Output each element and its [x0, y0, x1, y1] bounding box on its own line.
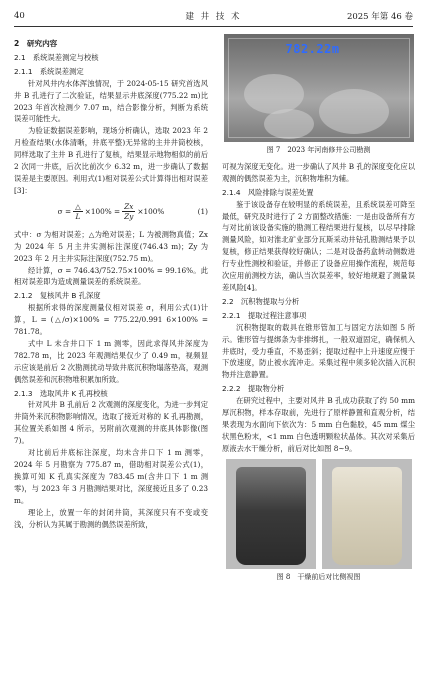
paragraph: 式中：σ 为相对误差；△为绝对误差；L 为被测物真值；Zx 为 2024 年 5 月主井实测标注深度(746.43 m)；Zy 为 2023 年 2 月主井实际注深度(752.75 m)。	[14, 229, 208, 263]
paragraph: 针对风井内水体浑浊情况，于 2024-05-15 研究首选风井 B 孔进行了二次验证，结果显示井底深度(775.22 m)比 2023 年首次检测少 7.07 m，结合影像分析，判断为系统误差可能性大。	[14, 78, 208, 124]
paragraph: 沉积物提取的载具在锥形管加工与固定方法如图 5 所示。锥形管与提绑条为非排绑扎，一般双道固定，确保机入井底时，受力垂直，不易歪斜；提取过程中上升速度应慢于下放速度，防止被水流冲走。采集过程中须多轮次插入沉积物并注意静置。	[222, 322, 415, 380]
paragraph: 经计算，σ = 746.43/752.75×100% = 99.16%。此相对误差即为造成测量误差的系统误差。	[14, 265, 208, 287]
section-heading-2-1-1: 2.1.1 系统误差测定	[14, 66, 84, 76]
journal-title: 建 井 技 术	[185, 12, 242, 22]
paragraph: 为验证数据误差影响，现场分析确认，选取 2023 年 2 月检查结果(水体清晰，井底平整)无异常的主井井筒校核，同样选取了主井 B 孔进行了复核，结果显示地物相似的前后 2 次同一井底，后次比前次少 6.32 m，进一步确认了数据误差是主要原因。利用式(1)相对误差公式计算得出相对误差[3]：	[14, 126, 208, 195]
equation-tail: ×100%	[137, 206, 165, 216]
figure-7-caption: 图 7 2023 年河南修井公司勘测	[266, 146, 371, 154]
sample-jar-after	[322, 459, 412, 569]
section-heading-2-2-2: 2.2.2 提取物分析	[222, 384, 285, 394]
paragraph: 针对风井 B 孔前后 2 次观测的深度变化，为进一步判定井筒外来沉积物影响情况，选取了接近对称的 K 孔再勘测，其位置关系如图 4 所示，另附前次观测的井底具体影像(图 7)。	[14, 400, 208, 446]
equation-fraction	[122, 202, 135, 221]
issue-label: 2025 年第 46 卷	[346, 12, 413, 22]
section-heading-2-1: 2.1 系统误差测定与校核	[14, 52, 99, 62]
fraction-numerator: Zx	[124, 202, 134, 212]
equation-number: (1)	[197, 206, 208, 216]
paragraph: 理论上，放置一年的封闭井筒，其深度只有不变或变浅，分析认为其属于勘测的偶然误差所致，	[14, 507, 208, 529]
paragraph: 在研究过程中，主要对风井 B 孔成功获取了约 50 mm 厚沉积物，样本存取前，先进行了原样静置和直观分析，结果表现为水面向下依次为：5 mm 白色黏胶，45 mm 煤尘状黑色粉末，<1 mm 白色透明颗粒状晶体。其次对采集后原液去水干燥分析，前后对比如图 8~9。	[222, 396, 415, 453]
paragraph: 鉴于该设备存在较明显的系统误差，且系统误差可降至最低，研究及时进行了 2 方面整改措施：一是由设备所有方与对比前该设备实施的勘测工程结果进行复核，以尽早排除测量风险，如对淮北矿业部分瓦斯采动井钻孔勘测结果予以复核，修正结果获得较好确认；二是对设备药盒转动侧数进行专业性测校和验证，并修正了设备应用操作流程，规范每次应用前测校方法，确认当次误差率，较好地规避了测量误差风险[4]。	[222, 199, 415, 292]
page-number: 40	[14, 11, 25, 21]
paragraph: 可视为深度无变化。进一步确认了风井 B 孔的深度变化应以观测的偶然误差为主，沉积物堆积为辅。	[222, 161, 415, 183]
section-heading-2: 2 研究内容	[14, 39, 58, 48]
borehole-photo	[224, 34, 414, 142]
right-column	[222, 34, 415, 588]
equation-fraction	[73, 202, 83, 221]
fraction-denominator: Zy	[124, 212, 134, 222]
jar-glass	[332, 467, 402, 565]
section-heading-2-2: 2.2 沉积物提取与分析	[222, 296, 300, 306]
jar-glass	[236, 467, 306, 565]
equation-lhs: σ =	[57, 206, 72, 216]
paragraph: 式中 L 未含井口下 1 m 测零，因此求得风井深度为 782.78 m，比 2023 年观测结果仅少了 0.49 m，视频显示应该是前后 2 次勘测扰动导致井底沉积物塌落垫高，观测偶然误差和沉积物堆积累加所致。	[14, 338, 208, 384]
paragraph: 对比前后井底标注深度，均未含井口下 1 m 测零，2024 年 5 月勘察为 775.87 m，借助相对误差公式(1)，换算可知 K 孔真实深度为 783.45 m(含井口下 1 m 测零)，与 2023 年 3 月勘测结果对比，深度接近且多了 0.23 m。	[14, 448, 208, 505]
section-heading-2-2-1: 2.2.1 提取过程注意事项	[222, 310, 307, 320]
equation-1	[14, 201, 208, 223]
paragraph: 根据所求得的深度测量仪相对误差 σ，利用公式(1)计算，L = (△/σ)×100% = 775.22/0.991 6×100% = 781.78。	[14, 303, 208, 337]
figure-8-caption: 图 8 干燥前后对比侧视图	[276, 572, 361, 581]
page-header	[14, 8, 413, 24]
left-column	[14, 34, 208, 530]
equation-mid: ×100% =	[84, 206, 121, 216]
sample-jar-before	[226, 459, 316, 569]
depth-readout: 782.22m	[285, 42, 340, 56]
section-heading-2-1-2: 2.1.2 复核风井 B 孔深度	[14, 291, 101, 301]
section-heading-2-1-4: 2.1.4 风险排除与误差处置	[222, 187, 314, 197]
section-heading-2-1-3: 2.1.3 选取风井 K 孔再校核	[14, 388, 108, 398]
header-rule	[14, 26, 413, 27]
figure-8	[222, 459, 415, 569]
fraction-denominator: L	[75, 212, 81, 222]
figure-7	[224, 34, 414, 142]
fraction-numerator: △	[75, 202, 81, 212]
